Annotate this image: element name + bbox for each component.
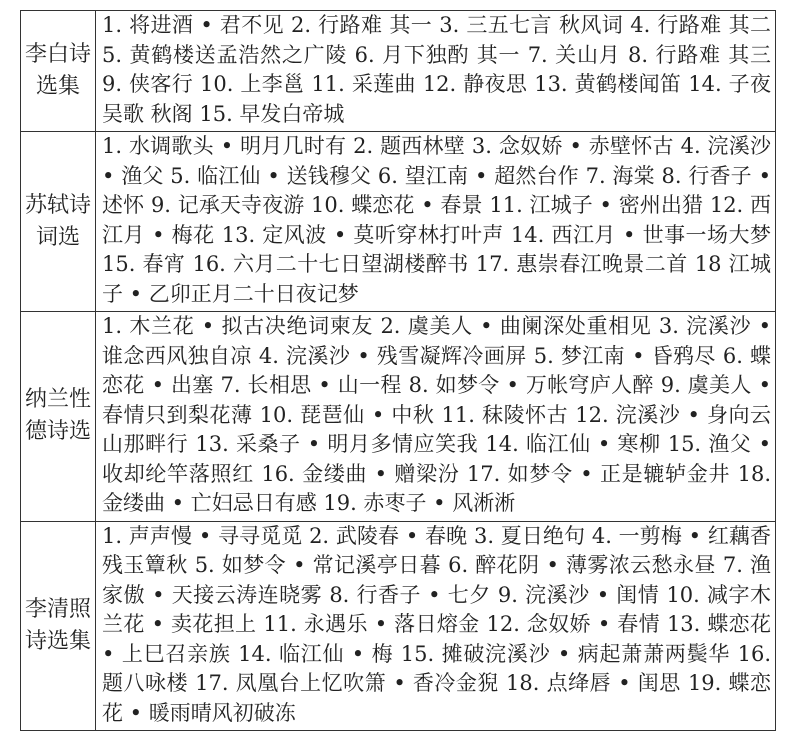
row-label: 李白诗选集	[25, 42, 92, 99]
row-content: 1. 声声慢 • 寻寻觅觅 2. 武陵春 • 春晚 3. 夏日绝句 4. 一剪梅 • 红藕香残玉簟秋 5. 如梦令 • 常记溪亭日暮 6. 醉花阴 • 薄雾浓云愁永昼 7. 渔家傲 • 天接云涛连晓雾 8. 行香子 • 七夕 9. 浣溪沙 • 闺情 10. 减字木兰花 • 卖花担上 11. 永遇乐 • 落日熔金 12. 念奴娇 • 春情 13. 蝶恋花 • 上巳召亲族 14. 临江仙 • 梅 15. 摊破浣溪沙 • 病起萧萧两鬓华 16. 题八咏楼 17. 凤凰台上忆吹箫 • 香冷金猊 18. 点绛唇 • 闺思 19. 蝶恋花 • 暖雨晴风初破冻	[96, 521, 776, 731]
row-content: 1. 水调歌头 • 明月几时有 2. 题西林壁 3. 念奴娇 • 赤壁怀古 4. 浣溪沙 • 渔父 5. 临江仙 • 送钱穆父 6. 望江南 • 超然台作 7. 海棠 8. 行香子 • 述怀 9. 记承天寺夜游 10. 蝶恋花 • 春景 11. 江城子 • 密州出猎 12. 西江月 • 梅花 13. 定风波 • 莫听穿林打叶声 14. 西江月 • 世事一场大梦 15. 春宵 16. 六月二十七日望湖楼醉书 17. 惠崇春江晚景二首 18 江城子 • 乙卯正月二十日夜记梦	[96, 132, 776, 312]
poetry-selection-table	[20, 10, 776, 731]
row-label: 苏轼诗词选	[25, 192, 92, 250]
table-row	[21, 521, 776, 731]
row-content: 1. 木兰花 • 拟古决绝词柬友 2. 虞美人 • 曲阑深处重相见 3. 浣溪沙 • 谁念西风独自凉 4. 浣溪沙 • 残雪凝辉冷画屏 5. 梦江南 • 昏鸦尽 6. 蝶恋花 • 出塞 7. 长相思 • 山一程 8. 如梦令 • 万帐穹庐人醉 9. 虞美人 • 春情只到梨花薄 10. 琵琶仙 • 中秋 11. 秣陵怀古 12. 浣溪沙 • 身向云山那畔行 13. 采桑子 • 明月多情应笑我 14. 临江仙 • 寒柳 15. 渔父 • 收却纶竿落照红 16. 金缕曲 • 赠梁汾 17. 如梦令 • 正是辘轳金井 18. 金缕曲 • 亡妇忌日有感 19. 赤枣子 • 风淅淅	[96, 312, 776, 522]
table-row	[21, 11, 776, 132]
row-label: 李清照诗选集	[25, 596, 92, 654]
table-row	[21, 312, 776, 522]
row-label-cell	[21, 521, 96, 731]
row-label-cell	[21, 312, 96, 522]
table-row	[21, 132, 776, 312]
row-label-cell	[21, 132, 96, 312]
row-content: 1. 将进酒 • 君不见 2. 行路难 其一 3. 三五七言 秋风词 4. 行路难 其二 5. 黄鹤楼送孟浩然之广陵 6. 月下独酌 其一 7. 关山月 8. 行路难 其三 9. 侠客行 10. 上李邕 11. 采莲曲 12. 静夜思 13. 黄鹤楼闻笛 14. 子夜吴歌 秋阁 15. 早发白帝城	[96, 11, 776, 132]
row-label: 纳兰性德诗选	[25, 387, 92, 445]
row-label-cell	[21, 11, 96, 132]
